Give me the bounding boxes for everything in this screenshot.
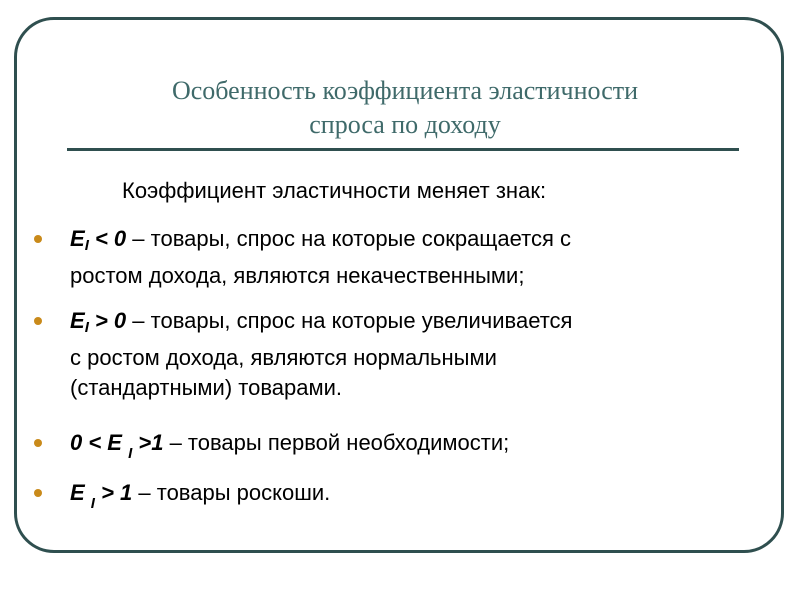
bullet-icon (34, 439, 42, 447)
bullet-item-3 (70, 428, 770, 461)
bullet-text-line1: – товары первой необходимости; (163, 430, 510, 455)
slide-title-line1: Особенность коэффициента эластичности (171, 76, 639, 105)
bullet-item-2 (70, 306, 770, 403)
formula (70, 430, 164, 462)
bullet-item-1 (70, 224, 770, 291)
formula-main: E (70, 308, 85, 333)
bullet-icon (34, 235, 42, 243)
bullet-text-line1: – товары роскоши. (132, 480, 331, 505)
formula-rest: > 1 (94, 480, 133, 505)
intro-text: Коэффициент эластичности меняет знак: (122, 178, 547, 203)
title-divider (67, 148, 739, 151)
bullet-text-line2: ростом дохода, являются некачественными; (70, 263, 525, 288)
bullet-item-4 (70, 478, 770, 511)
formula-pre: 0 < E (70, 430, 129, 455)
slide-title-line2: спроса по доходу (309, 110, 501, 139)
bullet-icon (34, 489, 42, 497)
formula-rest: > 0 (88, 308, 127, 333)
formula-sub: I (84, 237, 89, 254)
formula (70, 308, 127, 336)
formula-main: E (70, 480, 91, 505)
formula-rest: < 0 (88, 226, 127, 251)
formula (70, 480, 133, 512)
bullet-text-line2: с ростом дохода, являются нормальными (70, 345, 497, 370)
bullet-text-line3: (стандартными) товарами. (70, 375, 342, 400)
formula-main: E (70, 226, 85, 251)
bullet-icon (34, 317, 42, 325)
formula-rest: >1 (132, 430, 164, 455)
formula-sub: I (84, 319, 89, 336)
slide-title (60, 74, 750, 142)
bullet-text-line1: – товары, спрос на которые увеличивается (126, 308, 573, 333)
formula (70, 226, 127, 254)
bullet-text-line1: – товары, спрос на которые сокращается с (126, 226, 571, 251)
formula-sub: I (128, 445, 133, 462)
formula-sub: I (90, 495, 95, 512)
